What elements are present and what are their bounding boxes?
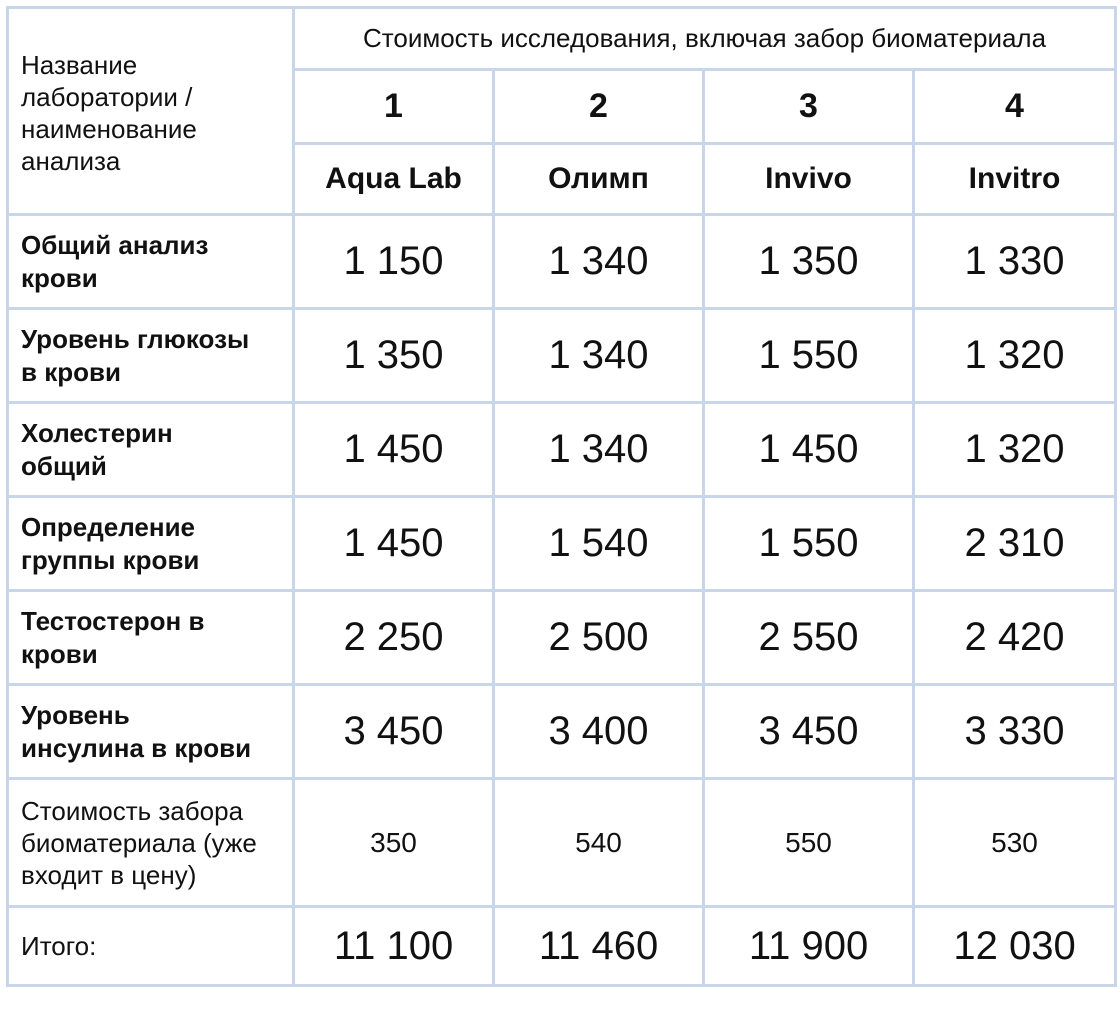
sampling-fee-label-line: Стоимость забора <box>21 795 244 826</box>
table-row <box>8 497 1116 591</box>
header-row-title <box>8 8 1116 70</box>
table-row <box>8 685 1116 779</box>
sampling-fee-label <box>8 779 294 907</box>
corner-label-line: наименование <box>21 114 197 144</box>
corner-header-cell <box>8 8 294 215</box>
sampling-fee-cell: 550 <box>704 779 914 907</box>
sampling-fee-label-line: входит в цену) <box>21 859 197 890</box>
total-row <box>8 907 1116 986</box>
total-cell: 11 900 <box>704 907 914 986</box>
corner-label-line: анализа <box>21 146 121 176</box>
price-cell: 1 450 <box>294 497 494 591</box>
price-cell: 1 350 <box>294 309 494 403</box>
sampling-fee-cell: 530 <box>914 779 1116 907</box>
column-number-2: 2 <box>494 70 704 144</box>
analysis-name-line: группы крови <box>21 544 200 575</box>
lab-name-olimp: Олимп <box>494 144 704 215</box>
total-label: Итого: <box>8 907 294 986</box>
price-cell: 1 550 <box>704 309 914 403</box>
total-cell: 11 100 <box>294 907 494 986</box>
analysis-name-line: крови <box>21 262 98 293</box>
price-cell: 1 550 <box>704 497 914 591</box>
column-number-3: 3 <box>704 70 914 144</box>
sampling-fee-cell: 350 <box>294 779 494 907</box>
price-comparison-wrapper <box>6 6 1117 987</box>
analysis-name-line: крови <box>21 638 98 669</box>
lab-name-invitro: Invitro <box>914 144 1116 215</box>
column-number-1: 1 <box>294 70 494 144</box>
price-cell: 3 450 <box>294 685 494 779</box>
analysis-name <box>8 685 294 779</box>
price-cell: 1 450 <box>294 403 494 497</box>
price-cell: 3 400 <box>494 685 704 779</box>
price-cell: 1 340 <box>494 309 704 403</box>
analysis-name-line: инсулина в крови <box>21 732 252 763</box>
analysis-name <box>8 591 294 685</box>
price-cell: 3 330 <box>914 685 1116 779</box>
total-cell: 11 460 <box>494 907 704 986</box>
analysis-name <box>8 309 294 403</box>
total-cell: 12 030 <box>914 907 1116 986</box>
analysis-name-line: Холестерин <box>21 417 173 448</box>
price-cell: 1 340 <box>494 403 704 497</box>
table-row <box>8 591 1116 685</box>
analysis-name-line: Тестостерон в <box>21 605 205 636</box>
price-cell: 1 540 <box>494 497 704 591</box>
sampling-fee-row <box>8 779 1116 907</box>
price-cell: 2 500 <box>494 591 704 685</box>
analysis-name-line: в крови <box>21 356 121 387</box>
corner-label-line: лаборатории / <box>21 82 193 112</box>
price-cell: 1 340 <box>494 215 704 309</box>
price-cell: 1 320 <box>914 403 1116 497</box>
analysis-name-line: Определение <box>21 511 196 542</box>
price-cell: 1 320 <box>914 309 1116 403</box>
price-header-title: Стоимость исследования, включая забор биоматериала <box>294 8 1116 70</box>
column-number-4: 4 <box>914 70 1116 144</box>
analysis-name <box>8 403 294 497</box>
lab-name-invivo: Invivo <box>704 144 914 215</box>
price-cell: 1 330 <box>914 215 1116 309</box>
analysis-name <box>8 215 294 309</box>
price-comparison-table <box>6 6 1117 987</box>
price-cell: 2 550 <box>704 591 914 685</box>
table-row <box>8 309 1116 403</box>
price-cell: 1 450 <box>704 403 914 497</box>
analysis-name-line: Общий анализ <box>21 229 209 260</box>
analysis-name <box>8 497 294 591</box>
sampling-fee-cell: 540 <box>494 779 704 907</box>
corner-label-line: Название <box>21 50 138 80</box>
analysis-name-line: Уровень <box>21 699 130 730</box>
lab-name-aqua-lab: Aqua Lab <box>294 144 494 215</box>
price-cell: 2 250 <box>294 591 494 685</box>
table-row <box>8 403 1116 497</box>
price-cell: 3 450 <box>704 685 914 779</box>
price-cell: 1 150 <box>294 215 494 309</box>
price-cell: 2 420 <box>914 591 1116 685</box>
price-cell: 1 350 <box>704 215 914 309</box>
price-cell: 2 310 <box>914 497 1116 591</box>
sampling-fee-label-line: биоматериала (уже <box>21 827 257 858</box>
analysis-name-line: общий <box>21 450 107 481</box>
analysis-name-line: Уровень глюкозы <box>21 323 250 354</box>
table-row <box>8 215 1116 309</box>
